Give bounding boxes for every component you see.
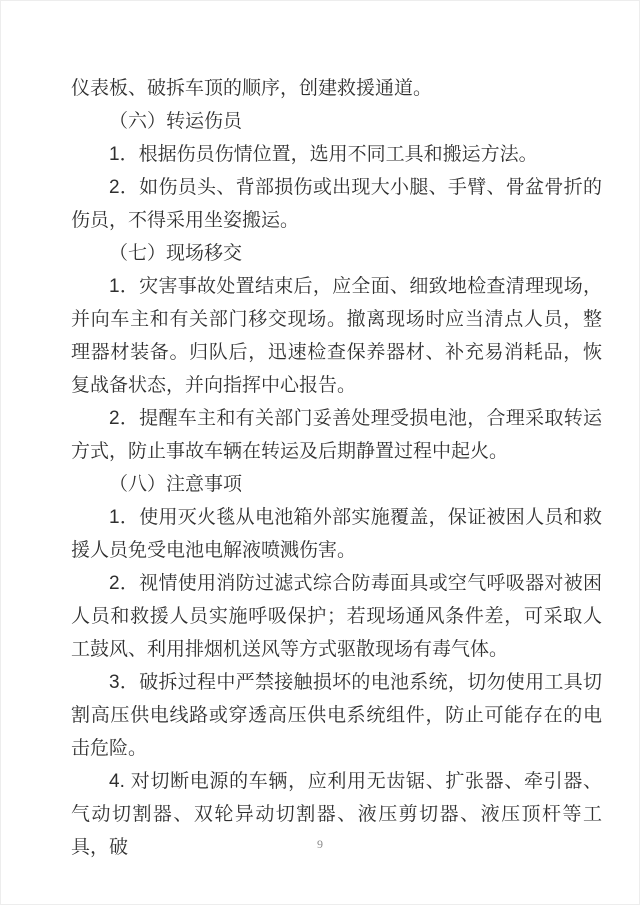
paragraph: 仪表板、破拆车顶的顺序，创建救援通道。 [71, 78, 433, 99]
paragraph: 1．使用灭火毯从电池箱外部实施覆盖，保证被困人员和救援人员免受电池电解液喷溅伤害。 [71, 507, 602, 561]
document-body [71, 72, 602, 864]
paragraph: 3．破拆过程中严禁接触损坏的电池系统，切勿使用工具切割高压供电线路或穿透高压供电系统组件，防止可能存在的电击危险。 [71, 672, 602, 759]
paragraph: 4. 对切断电源的车辆，应利用无齿锯、扩张器、牵引器、气动切割器、双轮异动切割器、液压剪切器、液压顶杆等工具，破 [71, 771, 602, 858]
section-heading: （六）转运伤员 [109, 111, 243, 132]
paragraph: 2．提醒车主和有关部门妥善处理受损电池，合理采取转运方式，防止事故车辆在转运及后期静置过程中起火。 [71, 408, 602, 462]
section-heading: （七）现场移交 [109, 243, 243, 264]
paragraph: 2．视情使用消防过滤式综合防毒面具或空气呼吸器对被困人员和救援人员实施呼吸保护；若现场通风条件差，可采取人工鼓风、利用排烟机送风等方式驱散现场有毒气体。 [71, 573, 602, 660]
section-heading: （八）注意事项 [109, 474, 243, 495]
paragraph: 2．如伤员头、背部损伤或出现大小腿、手臂、骨盆骨折的伤员，不得采用坐姿搬运。 [71, 177, 602, 231]
paragraph: 1．根据伤员伤情位置，选用不同工具和搬运方法。 [109, 144, 538, 165]
paragraph: 1．灾害事故处置结束后，应全面、细致地检查清理现场，并向车主和有关部门移交现场。撤离现场时应当清点人员，整理器材装备。归队后，迅速检查保养器材、补充易消耗品，恢复战备状态，并向指挥中心报告。 [71, 276, 602, 396]
page-number: 9 [317, 837, 323, 851]
